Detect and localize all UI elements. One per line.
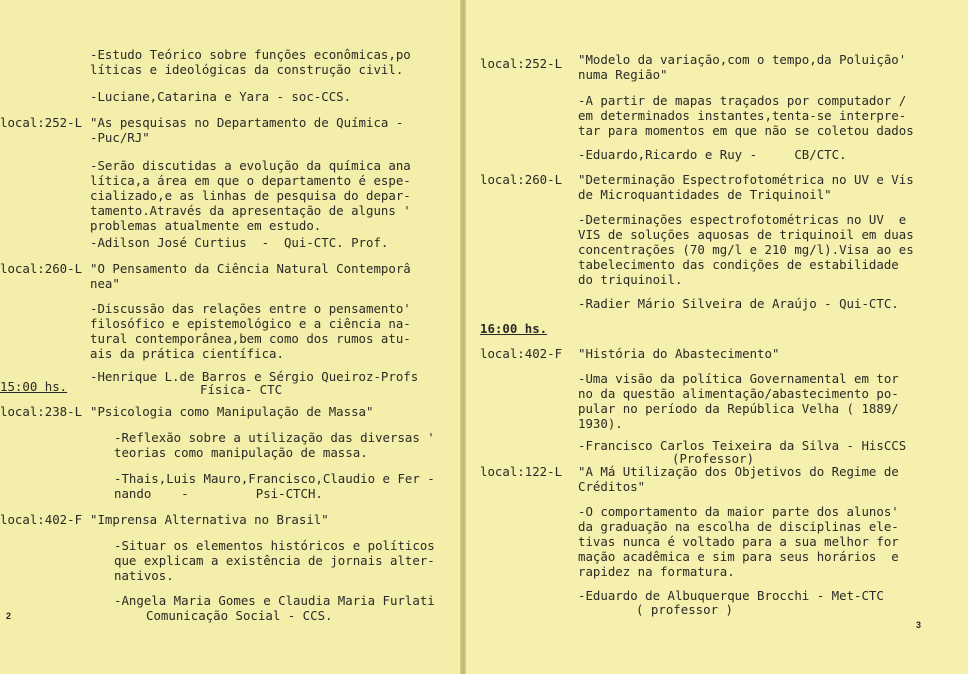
description-line: cializado,e as linhas de pesquisa do depar-: [90, 188, 411, 203]
room-label: local:402-F: [480, 346, 563, 361]
authors-line: -Eduardo,Ricardo e Ruy - CB/CTC.: [578, 147, 847, 162]
authors-line: -Henrique L.de Barros e Sérgio Queiroz-Profs: [90, 369, 419, 384]
description-line: pular no período da República Velha ( 1889/: [578, 401, 899, 416]
description-line: -Situar os elementos históricos e políticos: [114, 538, 435, 553]
description-line: VIS de soluções aquosas de triquinoil em duas: [578, 227, 914, 242]
session-title: "O Pensamento da Ciência Natural Contemporâ: [90, 261, 411, 276]
description-line: tar para momentos em que não se coletou dados: [578, 123, 914, 138]
session-title: "A Má Utilização dos Objetivos do Regime de: [578, 464, 899, 479]
page-number: 3: [916, 620, 922, 630]
description-line: filosófico e epistemológico e a ciência na-: [90, 316, 411, 331]
description-line: problemas atualmente em estudo.: [90, 218, 322, 233]
text-line: líticas e ideológicas da construção civil.: [90, 62, 404, 77]
description-line: tural contemporânea,bem como dos rumos atu-: [90, 331, 411, 346]
description-line: tivas nunca é voltado para a sua melhor for: [578, 534, 899, 549]
session-title: de Microquantidades de Triquinoil": [578, 187, 832, 202]
description-line: mação acadêmica e sim para seus horários e: [578, 549, 899, 564]
description-line: 1930).: [578, 416, 623, 431]
authors-line: -Radier Mário Silveira de Araújo - Qui-CTC.: [578, 296, 899, 311]
room-label: local:402-F: [0, 512, 83, 527]
description-line: rapidez na formatura.: [578, 564, 735, 579]
authors-line: Física- CTC: [200, 382, 283, 397]
session-title: "As pesquisas no Departamento de Química -: [90, 115, 404, 130]
authors-line: (Professor): [672, 451, 755, 466]
description-line: que explicam a existência de jornais alter-: [114, 553, 435, 568]
description-line: ais da prática científica.: [90, 346, 284, 361]
session-title: numa Região": [578, 67, 668, 82]
authors-line: -Francisco Carlos Teixeira da Silva - HisCCS: [578, 438, 907, 453]
authors-line: -Thais,Luis Mauro,Francisco,Claudio e Fer -: [114, 471, 435, 486]
description-line: concentrações (70 mg/l e 210 mg/l).Visa ao es: [578, 242, 914, 257]
description-line: do triquinoil.: [578, 272, 683, 287]
page-number: 2: [6, 611, 12, 621]
description-line: em determinados instantes,tenta-se interpre-: [578, 108, 907, 123]
authors-line: -Luciane,Catarina e Yara - soc-CCS.: [90, 89, 352, 104]
left-page: [0, 0, 460, 674]
room-label: local:260-L: [0, 261, 83, 276]
session-title: "História do Abastecimento": [578, 346, 780, 361]
description-line: no da questão alimentação/abastecimento po-: [578, 386, 899, 401]
authors-line: nando - Psi-CTCH.: [114, 486, 323, 501]
session-title: "Psicologia como Manipulação de Massa": [90, 404, 374, 419]
session-title: Créditos": [578, 479, 646, 494]
description-line: -A partir de mapas traçados por computador /: [578, 93, 907, 108]
time-heading: 15:00 hs.: [0, 379, 68, 394]
right-page: [466, 0, 968, 674]
description-line: lítica,a área em que o departamento é espe-: [90, 173, 411, 188]
room-label: local:238-L: [0, 404, 83, 419]
session-title: "Modelo da variação,com o tempo,da Poluição': [578, 52, 907, 67]
description-line: -Uma visão da política Governamental em tor: [578, 371, 899, 386]
time-heading: 16:00 hs.: [480, 321, 548, 336]
room-label: local:252-L: [0, 115, 83, 130]
authors-line: -Eduardo de Albuquerque Brocchi - Met-CTC: [578, 588, 884, 603]
session-title: "Determinação Espectrofotométrica no UV e Vis: [578, 172, 914, 187]
room-label: local:260-L: [480, 172, 563, 187]
text-line: -Estudo Teórico sobre funções econômicas,po: [90, 47, 411, 62]
description-line: tabelecimento das condições de estabilidade: [578, 257, 899, 272]
description-line: tamento.Através da apresentação de alguns ': [90, 203, 411, 218]
description-line: da graduação na escolha de disciplinas ele-: [578, 519, 899, 534]
description-line: -Determinações espectrofotométricas no UV e: [578, 212, 907, 227]
session-title: "Imprensa Alternativa no Brasil": [90, 512, 329, 527]
authors-line: ( professor ): [636, 602, 733, 617]
description-line: -O comportamento da maior parte dos alunos': [578, 504, 899, 519]
session-title: nea": [90, 276, 120, 291]
description-line: teorias como manipulação de massa.: [114, 445, 368, 460]
session-title: -Puc/RJ": [90, 130, 150, 145]
description-line: -Reflexão sobre a utilização das diversas ': [114, 430, 435, 445]
room-label: local:252-L: [480, 56, 563, 71]
authors-line: -Adilson José Curtius - Qui-CTC. Prof.: [90, 235, 389, 250]
description-line: -Discussão das relações entre o pensamento': [90, 301, 411, 316]
authors-line: Comunicação Social - CCS.: [146, 608, 333, 623]
room-label: local:122-L: [480, 464, 563, 479]
description-line: nativos.: [114, 568, 174, 583]
authors-line: -Angela Maria Gomes e Claudia Maria Furlati: [114, 593, 435, 608]
description-line: -Serão discutidas a evolução da química ana: [90, 158, 411, 173]
